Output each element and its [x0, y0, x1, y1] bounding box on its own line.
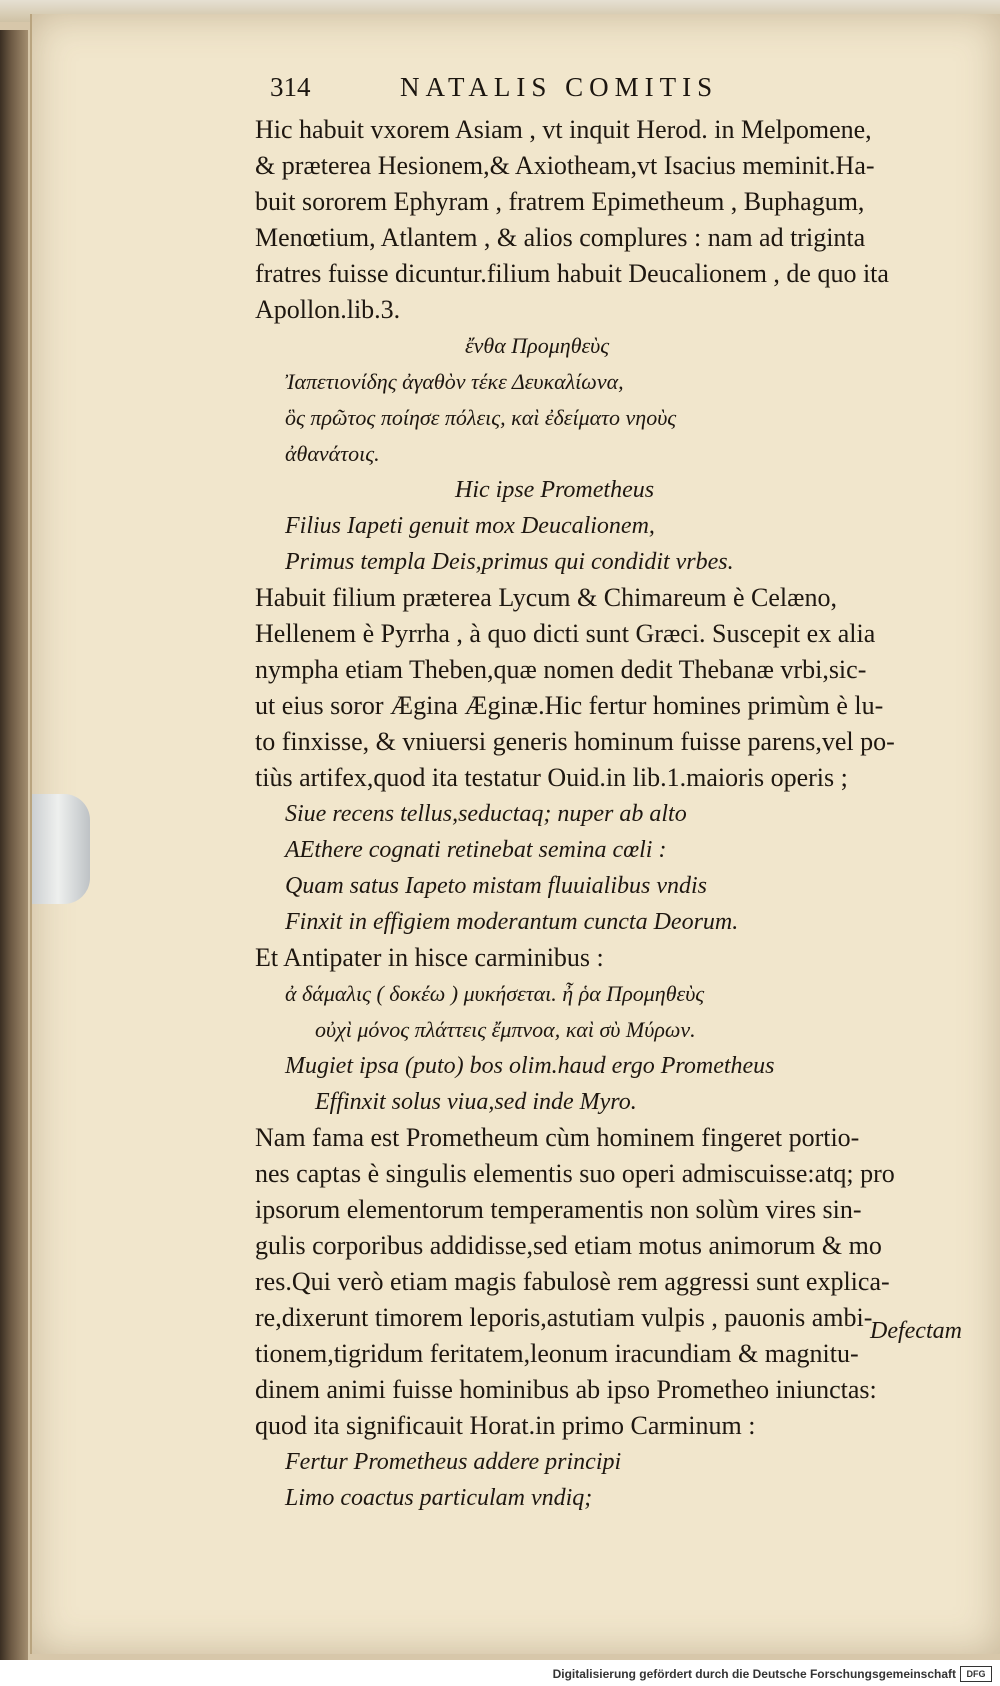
verse-line: Hic ipse Prometheus	[455, 477, 655, 503]
prose-line: Et Antipater in hisce carminibus :	[255, 943, 604, 972]
prose-line: nympha etiam Theben,quæ nomen dedit Thebanæ vrbi,sic-	[255, 655, 867, 684]
prose-line: buit sororem Ephyram , fratrem Epimetheum , Buphagum,	[255, 187, 865, 216]
greek-line: ἀ δάμαλις ( δοκέω ) μυκήσεται. ἦ ῥα Προμηθεὺς	[285, 981, 705, 1006]
prose-line: & præterea Hesionem,& Axiotheam,vt Isacius meminit.Ha-	[255, 151, 875, 180]
prose-line: gulis corporibus addidisse,sed etiam motus animorum & mo	[255, 1231, 882, 1260]
prose-line: quod ita significauit Horat.in primo Carminum :	[255, 1411, 756, 1440]
greek-line: ὃς πρῶτος ποίησε πόλεις, καὶ ἐδείματο νηοὺς	[285, 405, 677, 430]
prose-line: Hic habuit vxorem Asiam , vt inquit Herod. in Melpomene,	[255, 115, 872, 144]
running-title: NATALIS COMITIS	[400, 72, 719, 102]
greek-line: Ἰαπετιονίδης ἀγαθὸν τέκε Δευκαλίωνα,	[285, 369, 624, 394]
catchword: Defectam	[870, 1318, 962, 1344]
prose-line: ut eius soror Ægina Æginæ.Hic fertur homines primùm è lu-	[255, 691, 884, 720]
verse-line: Siue recens tellus,seductaq; nuper ab alto	[285, 801, 687, 827]
verse-line: Fertur Prometheus addere principi	[285, 1449, 622, 1475]
verse-line: AEthere cognati retinebat semina cœli :	[285, 837, 667, 863]
greek-line: ἀθανάτοις.	[285, 441, 380, 466]
prose-line: Hellenem è Pyrrha , à quo dicti sunt Græci. Suscepit ex alia	[255, 619, 876, 648]
prose-line: Apollon.lib.3.	[255, 295, 401, 324]
dfg-logo: DFG	[960, 1666, 992, 1682]
prose-line: Habuit filium præterea Lycum & Chimareum è Celæno,	[255, 583, 837, 612]
verse-line: Finxit in effigiem moderantum cuncta Deorum.	[285, 909, 739, 935]
prose-line: ipsorum elementorum temperamentis non solùm vires sin-	[255, 1195, 862, 1224]
prose-line: tionem,tigridum feritatem,leonum iracundiam & magnitu-	[255, 1339, 859, 1368]
prose-line: re,dixerunt timorem leporis,astutiam vulpis , pauonis ambi-	[255, 1303, 873, 1332]
greek-line: οὐχὶ μόνος πλάττεις ἔμπνοα, καὶ σὺ Μύρων.	[315, 1017, 696, 1042]
page-number: 314	[270, 72, 311, 102]
verse-line: Effinxit solus viua,sed inde Myro.	[315, 1089, 637, 1115]
page-clip	[32, 794, 90, 904]
verse-line: Primus templa Deis,primus qui condidit vrbes.	[285, 549, 734, 575]
funding-notice: Digitalisierung gefördert durch die Deutsche Forschungsgemeinschaft	[552, 1667, 956, 1681]
text-block	[255, 112, 975, 1516]
prose-line: to finxisse, & vniuersi generis hominum fuisse parens,vel po-	[255, 727, 895, 756]
prose-line: nes captas è singulis elementis suo operi admiscuisse:atq; pro	[255, 1159, 895, 1188]
running-head	[270, 72, 990, 112]
greek-line: ἔνθα Προμηθεὺς	[465, 333, 610, 358]
prose-line: fratres fuisse dicuntur.filium habuit Deucalionem , de quo ita	[255, 259, 889, 288]
verse-line: Mugiet ipsa (puto) bos olim.haud ergo Prometheus	[285, 1053, 775, 1079]
prose-line: Menœtium, Atlantem , & alios complures : nam ad triginta	[255, 223, 866, 252]
book-spine-edge	[0, 30, 28, 1660]
prose-line: Nam fama est Prometheum cùm hominem fingeret portio-	[255, 1123, 860, 1152]
footer-bar	[0, 1662, 1000, 1686]
prose-line: dinem animi fuisse hominibus ab ipso Prometheo iniunctas:	[255, 1375, 877, 1404]
prose-line: tiùs artifex,quod ita testatur Ouid.in lib.1.maioris operis ;	[255, 763, 848, 792]
prose-line: res.Qui verò etiam magis fabulosè rem aggressi sunt explica-	[255, 1267, 890, 1296]
verse-line: Limo coactus particulam vndiq;	[285, 1485, 593, 1511]
verse-line: Filius Iapeti genuit mox Deucalionem,	[285, 513, 655, 539]
verse-line: Quam satus Iapeto mistam fluuialibus vndis	[285, 873, 708, 899]
